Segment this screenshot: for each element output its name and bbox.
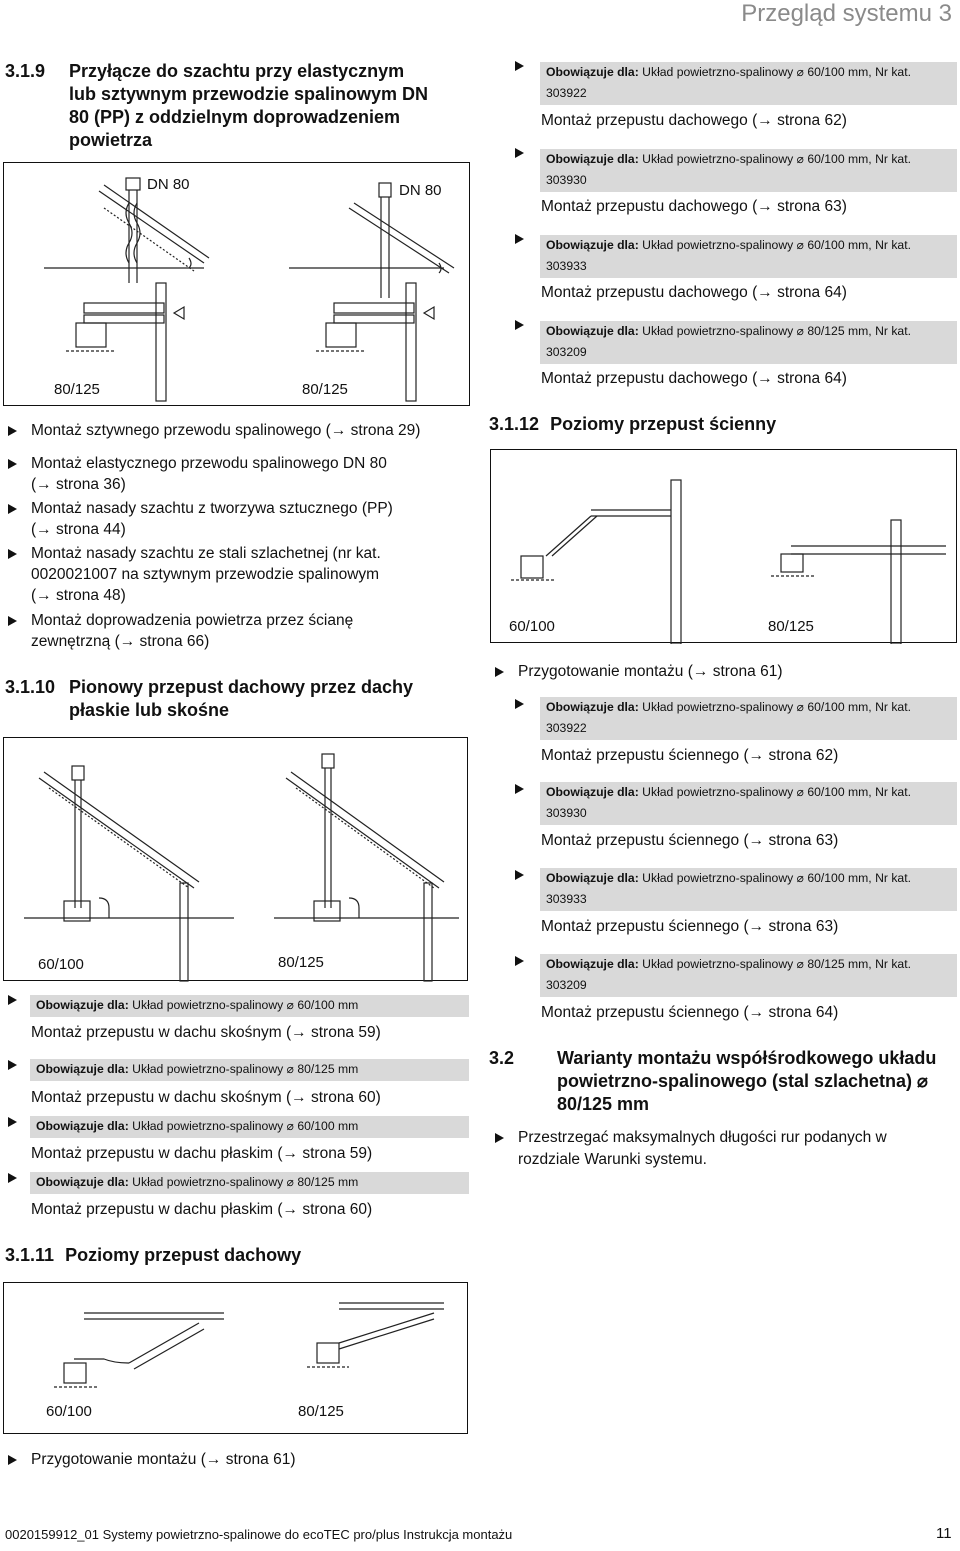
figure-shaft-connection [3, 162, 470, 406]
bullet-arrow-icon [515, 320, 524, 330]
fig-label-80-125: 80/125 [278, 954, 324, 971]
bullet-arrow-icon [8, 995, 17, 1005]
fig-label-80-125-left: 80/125 [54, 381, 100, 398]
bullet-arrow-icon [8, 616, 17, 626]
heading-line: lub sztywnym przewodzie spalinowym DN [69, 84, 429, 104]
section-title: Poziomy przepust dachowy [65, 1245, 302, 1265]
reference-text: Montaż przepustu ściennego (→ strona 62) [541, 747, 839, 764]
bullet-item: Montaż nasady szachtu z tworzywa sztucznego (PP) [31, 500, 393, 517]
bullet-arrow-icon [8, 1060, 17, 1070]
bullet-item: Przygotowanie montażu (→ strona 61) [31, 1451, 296, 1468]
heading-line: powietrzno-spalinowego (stal szlachetna) ⌀ [557, 1071, 928, 1091]
catalog-number: 303933 [546, 892, 587, 906]
applicability-box [540, 868, 957, 911]
heading-line: 80 (PP) z oddzielnym doprowadzeniem [69, 107, 401, 127]
bullet-item-cont: 0020021007 na sztywnym przewodzie spalinowym [31, 566, 380, 583]
applicability-box [540, 235, 957, 278]
reference-text: Montaż przepustu ściennego (→ strona 64) [541, 1004, 839, 1021]
bullet-arrow-icon [8, 504, 17, 514]
section-number: 3.1.11 [5, 1245, 55, 1265]
bullet-arrow-icon [495, 667, 504, 677]
bullet-arrow-icon [8, 1455, 17, 1465]
bullet-item: Montaż doprowadzenia powietrza przez ścianę [31, 612, 354, 629]
section-3-1-11-heading [5, 1244, 301, 1267]
applicability-label: Obowiązuje dla: [36, 1119, 129, 1133]
section-number: 3.1.10 [5, 677, 56, 697]
fig-label-dn80-left: DN 80 [147, 176, 190, 193]
bullet-item-cont: zewnętrzną (→ strona 66) [31, 633, 210, 650]
catalog-number: 303933 [546, 259, 587, 273]
applicability-text: Układ powietrzno-spalinowy ⌀ 60/100 mm, Nr kat. [638, 152, 911, 166]
applicability-text: Układ powietrzno-spalinowy ⌀ 60/100 mm, Nr kat. [638, 65, 911, 79]
applicability-box [540, 782, 957, 825]
applicability-text: Układ powietrzno-spalinowy ⌀ 60/100 mm [128, 998, 359, 1012]
bullet-item-cont: (→ strona 44) [31, 521, 126, 538]
applicability-box [30, 1059, 469, 1081]
bullet-item-cont: (→ strona 48) [31, 587, 126, 604]
applicability-box [540, 62, 957, 105]
fig-label-80-125: 80/125 [298, 1403, 344, 1420]
bullet-arrow-icon [515, 234, 524, 244]
bullet-item: Montaż elastycznego przewodu spalinowego DN 80 [31, 455, 387, 472]
reference-text: Montaż przepustu dachowego (→ strona 64) [541, 370, 847, 387]
figure-horizontal-roof-passage [3, 1282, 468, 1434]
applicability-label: Obowiązuje dla: [36, 1062, 129, 1076]
reference-text: Montaż przepustu ściennego (→ strona 63) [541, 918, 839, 935]
section-3-2-heading [489, 1047, 954, 1119]
fig-label-60-100: 60/100 [38, 956, 84, 973]
heading-line: powietrza [69, 130, 153, 150]
applicability-text: Układ powietrzno-spalinowy ⌀ 80/125 mm, Nr kat. [638, 957, 911, 971]
catalog-number: 303209 [546, 345, 587, 359]
applicability-label: Obowiązuje dla: [546, 238, 639, 252]
applicability-label: Obowiązuje dla: [546, 871, 639, 885]
applicability-label: Obowiązuje dla: [546, 65, 639, 79]
reference-text: Montaż przepustu ściennego (→ strona 63) [541, 832, 839, 849]
heading-line: 80/125 mm [557, 1094, 650, 1114]
applicability-label: Obowiązuje dla: [36, 998, 129, 1012]
reference-text: Montaż przepustu dachowego (→ strona 64) [541, 284, 847, 301]
applicability-label: Obowiązuje dla: [36, 1175, 129, 1189]
reference-text: Montaż przepustu w dachu skośnym (→ strona 60) [31, 1089, 381, 1106]
applicability-text: Układ powietrzno-spalinowy ⌀ 80/125 mm, Nr kat. [638, 324, 911, 338]
heading-line: Pionowy przepust dachowy przez dachy [69, 677, 414, 697]
applicability-box [30, 995, 469, 1017]
page-header-title: Przegląd systemu 3 [741, 0, 952, 27]
bullet-arrow-icon [8, 426, 17, 436]
applicability-text: Układ powietrzno-spalinowy ⌀ 60/100 mm, Nr kat. [638, 238, 911, 252]
applicability-label: Obowiązuje dla: [546, 152, 639, 166]
applicability-label: Obowiązuje dla: [546, 700, 639, 714]
bullet-arrow-icon [495, 1133, 504, 1143]
bullet-arrow-icon [8, 1117, 17, 1127]
applicability-box [540, 954, 957, 997]
applicability-text: Układ powietrzno-spalinowy ⌀ 80/125 mm [128, 1062, 359, 1076]
section-number: 3.1.12 [489, 414, 540, 434]
shaft-connection-drawing [4, 163, 471, 407]
fig-label-80-125-right: 80/125 [302, 381, 348, 398]
fig-label-60-100: 60/100 [509, 618, 555, 635]
applicability-text: Układ powietrzno-spalinowy ⌀ 60/100 mm, Nr kat. [638, 700, 911, 714]
reference-text: Montaż przepustu w dachu płaskim (→ strona 60) [31, 1201, 373, 1218]
bullet-item-cont: (→ strona 36) [31, 476, 126, 493]
bullet-arrow-icon [515, 956, 524, 966]
heading-line: Warianty montażu współśrodkowego układu [557, 1048, 937, 1068]
section-3-1-9-heading [5, 60, 465, 156]
applicability-label: Obowiązuje dla: [546, 324, 639, 338]
bullet-arrow-icon [515, 784, 524, 794]
reference-text: Montaż przepustu dachowego (→ strona 62) [541, 112, 847, 129]
reference-text: Montaż przepustu w dachu skośnym (→ strona 59) [31, 1024, 381, 1041]
bullet-item: Montaż sztywnego przewodu spalinowego (→ strona 29) [31, 422, 421, 439]
bullet-arrow-icon [515, 870, 524, 880]
bullet-item: Montaż nasady szachtu ze stali szlachetnej (nr kat. [31, 545, 381, 562]
section-3-1-10-heading [5, 676, 465, 724]
figure-vertical-roof-passage [3, 737, 468, 981]
heading-line: płaskie lub skośne [69, 700, 230, 720]
catalog-number: 303209 [546, 978, 587, 992]
figure-horizontal-wall-passage [490, 449, 957, 643]
footer-document-title: 0020159912_01 Systemy powietrzno-spalinowe do ecoTEC pro/plus Instrukcja montażu [5, 1527, 513, 1542]
fig-label-60-100: 60/100 [46, 1403, 92, 1420]
bullet-item: Przygotowanie montażu (→ strona 61) [518, 663, 783, 680]
section-title: Poziomy przepust ścienny [550, 414, 777, 434]
applicability-box [540, 697, 957, 740]
fig-label-dn80-right: DN 80 [399, 182, 442, 199]
section-number: 3.2 [489, 1048, 515, 1068]
applicability-text: Układ powietrzno-spalinowy ⌀ 60/100 mm [128, 1119, 359, 1133]
applicability-box [30, 1172, 469, 1194]
applicability-label: Obowiązuje dla: [546, 785, 639, 799]
bullet-arrow-icon [515, 699, 524, 709]
bullet-arrow-icon [8, 1173, 17, 1183]
applicability-box [540, 321, 957, 364]
horizontal-wall-passage-drawing [491, 450, 958, 644]
bullet-item-cont: rozdziale Warunki systemu. [518, 1151, 707, 1168]
heading-line: Przyłącze do szachtu przy elastycznym [69, 61, 405, 81]
catalog-number: 303930 [546, 173, 587, 187]
reference-text: Montaż przepustu dachowego (→ strona 63) [541, 198, 847, 215]
section-number: 3.1.9 [5, 61, 46, 81]
bullet-arrow-icon [8, 549, 17, 559]
reference-text: Montaż przepustu w dachu płaskim (→ strona 59) [31, 1145, 373, 1162]
bullet-arrow-icon [515, 61, 524, 71]
fig-label-80-125: 80/125 [768, 618, 814, 635]
applicability-text: Układ powietrzno-spalinowy ⌀ 60/100 mm, Nr kat. [638, 871, 911, 885]
bullet-arrow-icon [515, 148, 524, 158]
catalog-number: 303922 [546, 86, 587, 100]
catalog-number: 303922 [546, 721, 587, 735]
applicability-text: Układ powietrzno-spalinowy ⌀ 80/125 mm [128, 1175, 359, 1189]
bullet-arrow-icon [8, 459, 17, 469]
vertical-roof-passage-drawing [4, 738, 469, 982]
applicability-box [30, 1116, 469, 1138]
bullet-item: Przestrzegać maksymalnych długości rur podanych w [518, 1129, 887, 1146]
applicability-text: Układ powietrzno-spalinowy ⌀ 60/100 mm, Nr kat. [638, 785, 911, 799]
applicability-label: Obowiązuje dla: [546, 957, 639, 971]
applicability-box [540, 149, 957, 192]
footer-page-number: 11 [936, 1525, 952, 1542]
catalog-number: 303930 [546, 806, 587, 820]
section-3-1-12-heading [489, 413, 776, 436]
